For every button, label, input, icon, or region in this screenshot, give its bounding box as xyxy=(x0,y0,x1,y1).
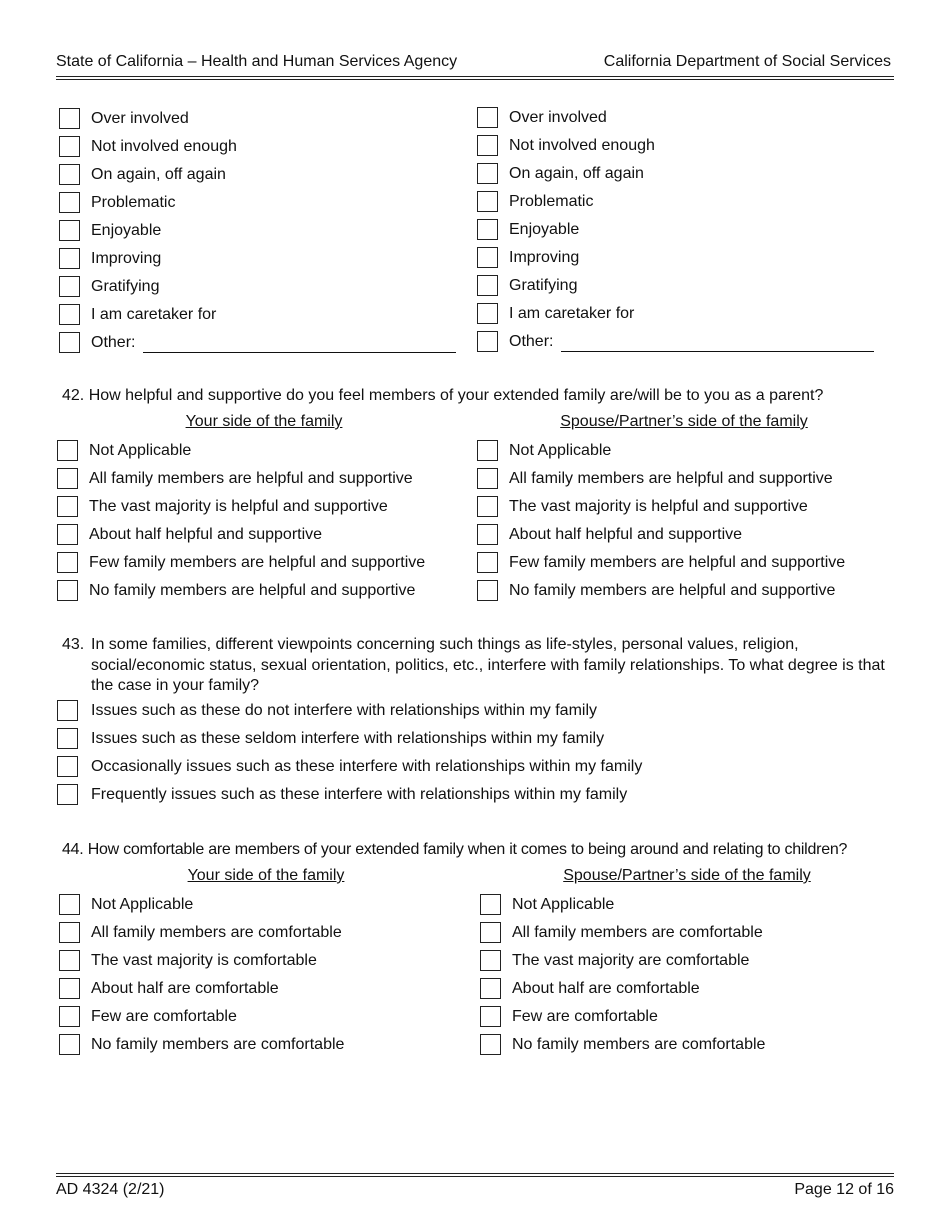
checkbox[interactable] xyxy=(59,922,80,943)
checkbox[interactable] xyxy=(477,219,498,240)
question-text: In some families, different viewpoints concerning such things as life-styles, personal values, religion, social/economic status, sexual orientation, politics, etc., interfere with family relationships. To what degree is that the case in your family? xyxy=(91,636,885,694)
checkbox[interactable] xyxy=(59,332,80,353)
checkbox[interactable] xyxy=(57,552,78,573)
checkbox[interactable] xyxy=(59,248,80,269)
page-number: Page 12 of 16 xyxy=(794,1181,894,1198)
checkbox[interactable] xyxy=(59,894,80,915)
checkbox[interactable] xyxy=(59,108,80,129)
checkbox[interactable] xyxy=(59,950,80,971)
checkbox[interactable] xyxy=(57,700,78,721)
checkbox[interactable] xyxy=(477,524,498,545)
checkbox[interactable] xyxy=(477,163,498,184)
checkbox[interactable] xyxy=(480,950,501,971)
header-agency: State of California – Health and Human Services Agency xyxy=(56,53,458,70)
form-id: AD 4324 (2/21) xyxy=(56,1181,165,1198)
checkbox[interactable] xyxy=(59,1034,80,1055)
checkbox[interactable] xyxy=(480,922,501,943)
checkbox[interactable] xyxy=(57,728,78,749)
checkbox[interactable] xyxy=(477,331,498,352)
question-number: 44. xyxy=(62,841,84,858)
checkbox[interactable] xyxy=(57,580,78,601)
header-rule-top xyxy=(56,76,894,77)
other-text-field[interactable] xyxy=(143,338,456,353)
checkbox[interactable] xyxy=(477,247,498,268)
column-heading-your-side: Your side of the family xyxy=(187,867,345,884)
checkbox[interactable] xyxy=(477,303,498,324)
checkbox[interactable] xyxy=(57,784,78,805)
checkbox[interactable] xyxy=(59,978,80,999)
checkbox[interactable] xyxy=(57,468,78,489)
column-heading-partner-side: Spouse/Partner’s side of the family xyxy=(560,413,808,430)
checkbox[interactable] xyxy=(477,552,498,573)
header-rule-bottom xyxy=(56,79,894,80)
checkbox[interactable] xyxy=(477,275,498,296)
checkbox[interactable] xyxy=(480,1034,501,1055)
checkbox[interactable] xyxy=(59,164,80,185)
checkbox[interactable] xyxy=(477,496,498,517)
checkbox[interactable] xyxy=(57,524,78,545)
checkbox[interactable] xyxy=(57,440,78,461)
question-43 xyxy=(62,635,891,697)
column-heading-your-side: Your side of the family xyxy=(185,413,343,430)
checkbox[interactable] xyxy=(480,894,501,915)
checkbox[interactable] xyxy=(477,135,498,156)
checkbox[interactable] xyxy=(477,580,498,601)
checkbox[interactable] xyxy=(480,1006,501,1027)
checkbox[interactable] xyxy=(59,1006,80,1027)
checkbox[interactable] xyxy=(59,304,80,325)
footer-rule-bottom xyxy=(56,1176,894,1177)
question-42 xyxy=(62,386,902,407)
checkbox[interactable] xyxy=(59,276,80,297)
question-44 xyxy=(62,840,922,861)
checkbox[interactable] xyxy=(59,220,80,241)
checkbox[interactable] xyxy=(477,440,498,461)
column-heading-partner-side: Spouse/Partner’s side of the family xyxy=(563,867,811,884)
question-text: How comfortable are members of your extended family when it comes to being around and relating to children? xyxy=(87,841,848,858)
checkbox[interactable] xyxy=(59,136,80,157)
checkbox[interactable] xyxy=(477,468,498,489)
checkbox[interactable] xyxy=(57,496,78,517)
footer-rule-top xyxy=(56,1173,894,1174)
checkbox[interactable] xyxy=(59,192,80,213)
header-department: California Department of Social Services xyxy=(603,53,891,70)
checkbox[interactable] xyxy=(480,978,501,999)
question-number: 43. xyxy=(62,636,85,653)
checkbox[interactable] xyxy=(477,191,498,212)
question-text: How helpful and supportive do you feel members of your extended family are/will be to you as a parent? xyxy=(88,387,824,404)
checkbox[interactable] xyxy=(57,756,78,777)
other-text-field[interactable] xyxy=(561,337,874,352)
checkbox[interactable] xyxy=(477,107,498,128)
question-number: 42. xyxy=(62,387,85,404)
